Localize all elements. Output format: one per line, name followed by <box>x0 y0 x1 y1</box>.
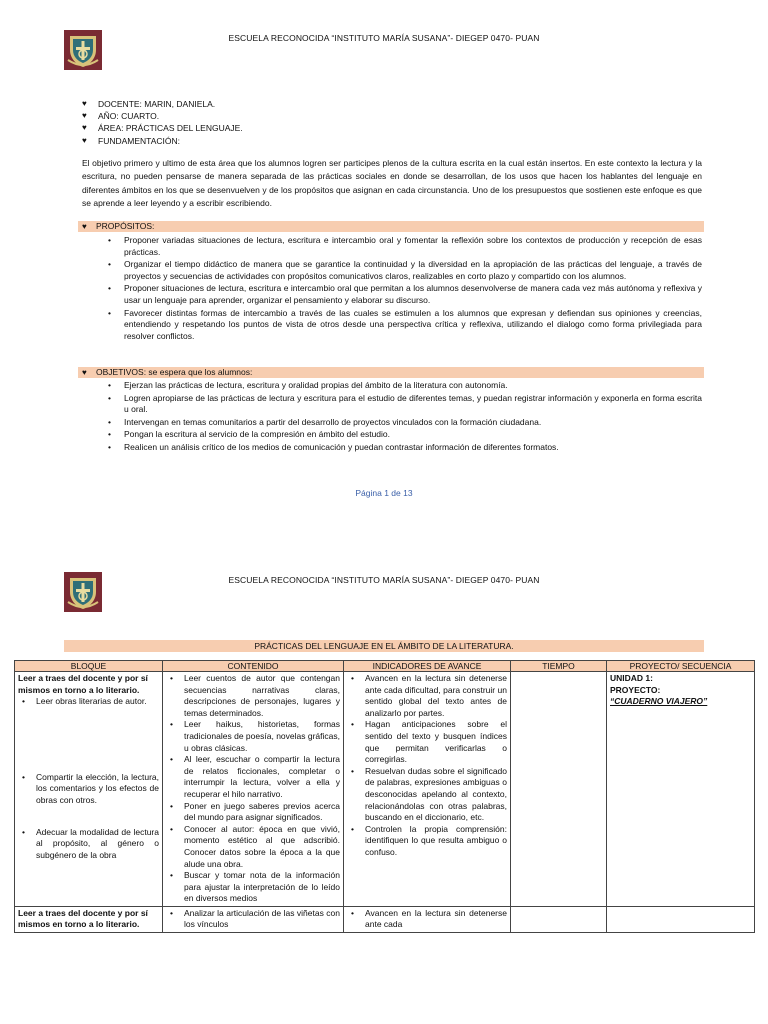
area-text: ÁREA: PRÁCTICAS DEL LENGUAJE. <box>98 123 243 134</box>
school-header: ESCUELA RECONOCIDA “INSTITUTO MARÍA SUSANA”- DIEGEP 0470- PUAN <box>228 33 540 43</box>
bloque-item: • Leer obras literarias de autor. <box>18 696 159 708</box>
col-header-indicadores: INDICADORES DE AVANCE <box>344 661 511 672</box>
proposito-item: • Proponer variadas situaciones de lectura, escritura e intercambio oral y fomentar la reflexión sobre los contextos de producción y recepción de esas prácticas. <box>106 235 702 258</box>
bloque-list <box>18 827 159 862</box>
info-list <box>82 98 243 147</box>
planning-table <box>14 660 755 933</box>
heart-bullet-icon: ♥ <box>82 123 87 133</box>
indicador-item: • Avancen en la lectura sin detenerse ante cada <box>347 908 507 931</box>
indicador-item: • Avancen en la lectura sin detenerse ante cada dificultad, para construir un sentido global del texto antes de analizarlo por partes. <box>347 673 507 719</box>
fundamentacion-heading: FUNDAMENTACIÓN: <box>98 135 181 146</box>
col-header-bloque: BLOQUE <box>15 661 163 672</box>
indicadores-list <box>347 673 507 859</box>
contenido-cell <box>163 906 344 932</box>
fundamentacion-paragraph: El objetivo primero y ultimo de esta área que los alumnos logren ser participes plenos de la cultura escrita en la cual están insertos. En este contexto la lectura y la escritura, no pueden pensarse de manera separada de las prácticas sociales en donde se desarrollan, de los usos que hacen los hablantes del lenguaje en diferentes ámbitos en los que se desenvuelven y de los propósitos que asignan en cada circunstancia. Uno de los presupuestos que sostienen este enfoque es que se aprende a leer leyendo y a escribir escribiendo. <box>82 158 702 209</box>
proyecto-label: PROYECTO: <box>610 684 661 695</box>
school-header: ESCUELA RECONOCIDA “INSTITUTO MARÍA SUSANA”- DIEGEP 0470- PUAN <box>228 575 540 585</box>
indicador-item: • Resuelvan dudas sobre el significado de palabras, expresiones ambiguas o desconocidas apelando al contexto, relacionándolas con otras palabras, buscando en el diccionario, etc. <box>347 766 507 824</box>
info-item <box>82 98 243 110</box>
contenido-item: • Buscar y tomar nota de la información para ajustar la interpretación de lo leído en diversos medios <box>166 870 340 905</box>
contenido-list <box>166 908 340 931</box>
proyecto-cell <box>607 672 755 907</box>
info-item <box>82 122 243 134</box>
contenido-list <box>166 673 340 905</box>
contenido-item: • Poner en juego saberes previos acerca del mundo para asignar significados. <box>166 801 340 824</box>
heart-bullet-icon: ♥ <box>82 368 87 377</box>
objetivos-list <box>106 380 702 455</box>
bloque-item: • Compartir la elección, la lectura, los comentarios y los efectos de obras con otros. <box>18 772 159 807</box>
tiempo-cell <box>511 906 607 932</box>
heart-bullet-icon: ♥ <box>82 222 87 231</box>
objetivo-item: • Realicen un análisis crítico de los medios de comunicación y puedan contrastar información de diferentes formatos. <box>106 442 702 454</box>
bloque-title: Leer a traes del docente y por sí mismos en torno a lo literario. <box>18 673 148 695</box>
objetivo-item: • Logren apropiarse de las prácticas de lectura y escritura para el estudio de diferentes temas, y puedan registrar información y exponerla en forma escrita u oral. <box>106 393 702 416</box>
col-header-proyecto: PROYECTO/ SECUENCIA <box>607 661 755 672</box>
table-header-row <box>15 661 755 672</box>
proposito-item: • Proponer situaciones de lectura, escritura e intercambio oral que permitan a los alumnos desenvolverse de manera cada vez más autónoma y reflexiva y usar un lenguaje para aprender, organizar el pensamiento y elaborar su discurso. <box>106 283 702 306</box>
page-number: Página 1 de 13 <box>355 488 413 498</box>
col-header-tiempo: TIEMPO <box>511 661 607 672</box>
proyecto-cell <box>607 906 755 932</box>
heart-bullet-icon: ♥ <box>82 99 87 108</box>
proyecto-unidad: UNIDAD 1: <box>610 673 653 683</box>
section-title: PRÁCTICAS DEL LENGUAJE EN EL ÁMBITO DE LA LITERATURA. <box>64 640 704 652</box>
bloque-item: • Adecuar la modalidad de lectura al propósito, al género o subgénero de la obra <box>18 827 159 862</box>
contenido-item: • Leer haikus, historietas, formas tradicionales de poesía, novelas gráficas, u obras clásicas. <box>166 719 340 754</box>
propositos-list <box>106 235 702 343</box>
contenido-item: • Al leer, escuchar o compartir la lectura de relatos ficcionales, completar o interrumpir la lectura, volver a ella y recuperar el hilo narrativo. <box>166 754 340 800</box>
indicador-item: • Hagan anticipaciones sobre el sentido del texto y busquen índices que permitan verificarlas o corregirlas. <box>347 719 507 765</box>
indicadores-list <box>347 908 507 931</box>
indicadores-cell <box>344 672 511 907</box>
table-row <box>15 906 755 932</box>
bloque-title: Leer a traes del docente y por sí mismos en torno a lo literario. <box>18 907 148 930</box>
contenido-cell <box>163 672 344 907</box>
bloque-cell <box>15 672 163 907</box>
contenido-item: • Analizar la articulación de las viñetas con los vínculos <box>166 908 340 931</box>
bloque-cell <box>15 906 163 932</box>
objetivo-item: • Intervengan en temas comunitarios a partir del desarrollo de proyectos vinculados con la formación ciudadana. <box>106 417 702 429</box>
col-header-contenido: CONTENIDO <box>163 661 344 672</box>
table-row <box>15 672 755 907</box>
docente-text: DOCENTE: MARIN, DANIELA. <box>98 99 216 109</box>
proposito-item: • Organizar el tiempo didáctico de manera que se garantice la continuidad y la diversidad en la apropiación de las prácticas del lenguaje, a través de proyectos y secuencias de actividades con propósitos comunicativos claros, realizables en corto plazo y compartido con los alumnos. <box>106 259 702 282</box>
proyecto-name: “CUADERNO VIAJERO” <box>610 696 708 707</box>
tiempo-cell <box>511 672 607 907</box>
page-2 <box>0 560 768 1024</box>
objetivo-item: • Ejerzan las prácticas de lectura, escritura y oralidad propias del ámbito de la literatura con autonomía. <box>106 380 702 392</box>
bloque-list <box>18 772 159 807</box>
indicador-item: • Controlen la propia comprensión: identifiquen lo que resulta ambiguo o confuso. <box>347 824 507 859</box>
propositos-heading: ♥ PROPÓSITOS: <box>78 221 704 232</box>
proposito-item: • Favorecer distintas formas de intercambio a través de las cuales se estimulen a los alumnos que expresan y defiendan sus opiniones y creencias, entendiendo y respetando los puntos de vista de otros desde una perspectiva crítica y reflexiva, utilizando el dialogo como forma privilegiada para resolver conflictos. <box>106 308 702 343</box>
indicadores-cell <box>344 906 511 932</box>
page-gap <box>0 520 768 560</box>
bloque-list <box>18 696 159 708</box>
info-item <box>82 110 243 122</box>
anio-text: AÑO: CUARTO. <box>98 111 160 122</box>
objetivo-item: • Pongan la escritura al servicio de la compresión en ámbito del estudio. <box>106 429 702 441</box>
objetivos-heading: ♥ OBJETIVOS: se espera que los alumnos: <box>78 367 704 378</box>
info-item <box>82 135 243 147</box>
heart-bullet-icon: ♥ <box>82 111 87 121</box>
contenido-item: • Leer cuentos de autor que contengan secuencias narrativas claras, descripciones de personajes, lugares y temas determinados. <box>166 673 340 719</box>
contenido-item: • Conocer al autor: época en que vivió, momento estético al que adscribió. Conocer datos sobre la época a la que alude una obra. <box>166 824 340 870</box>
heart-bullet-icon: ♥ <box>82 135 87 145</box>
